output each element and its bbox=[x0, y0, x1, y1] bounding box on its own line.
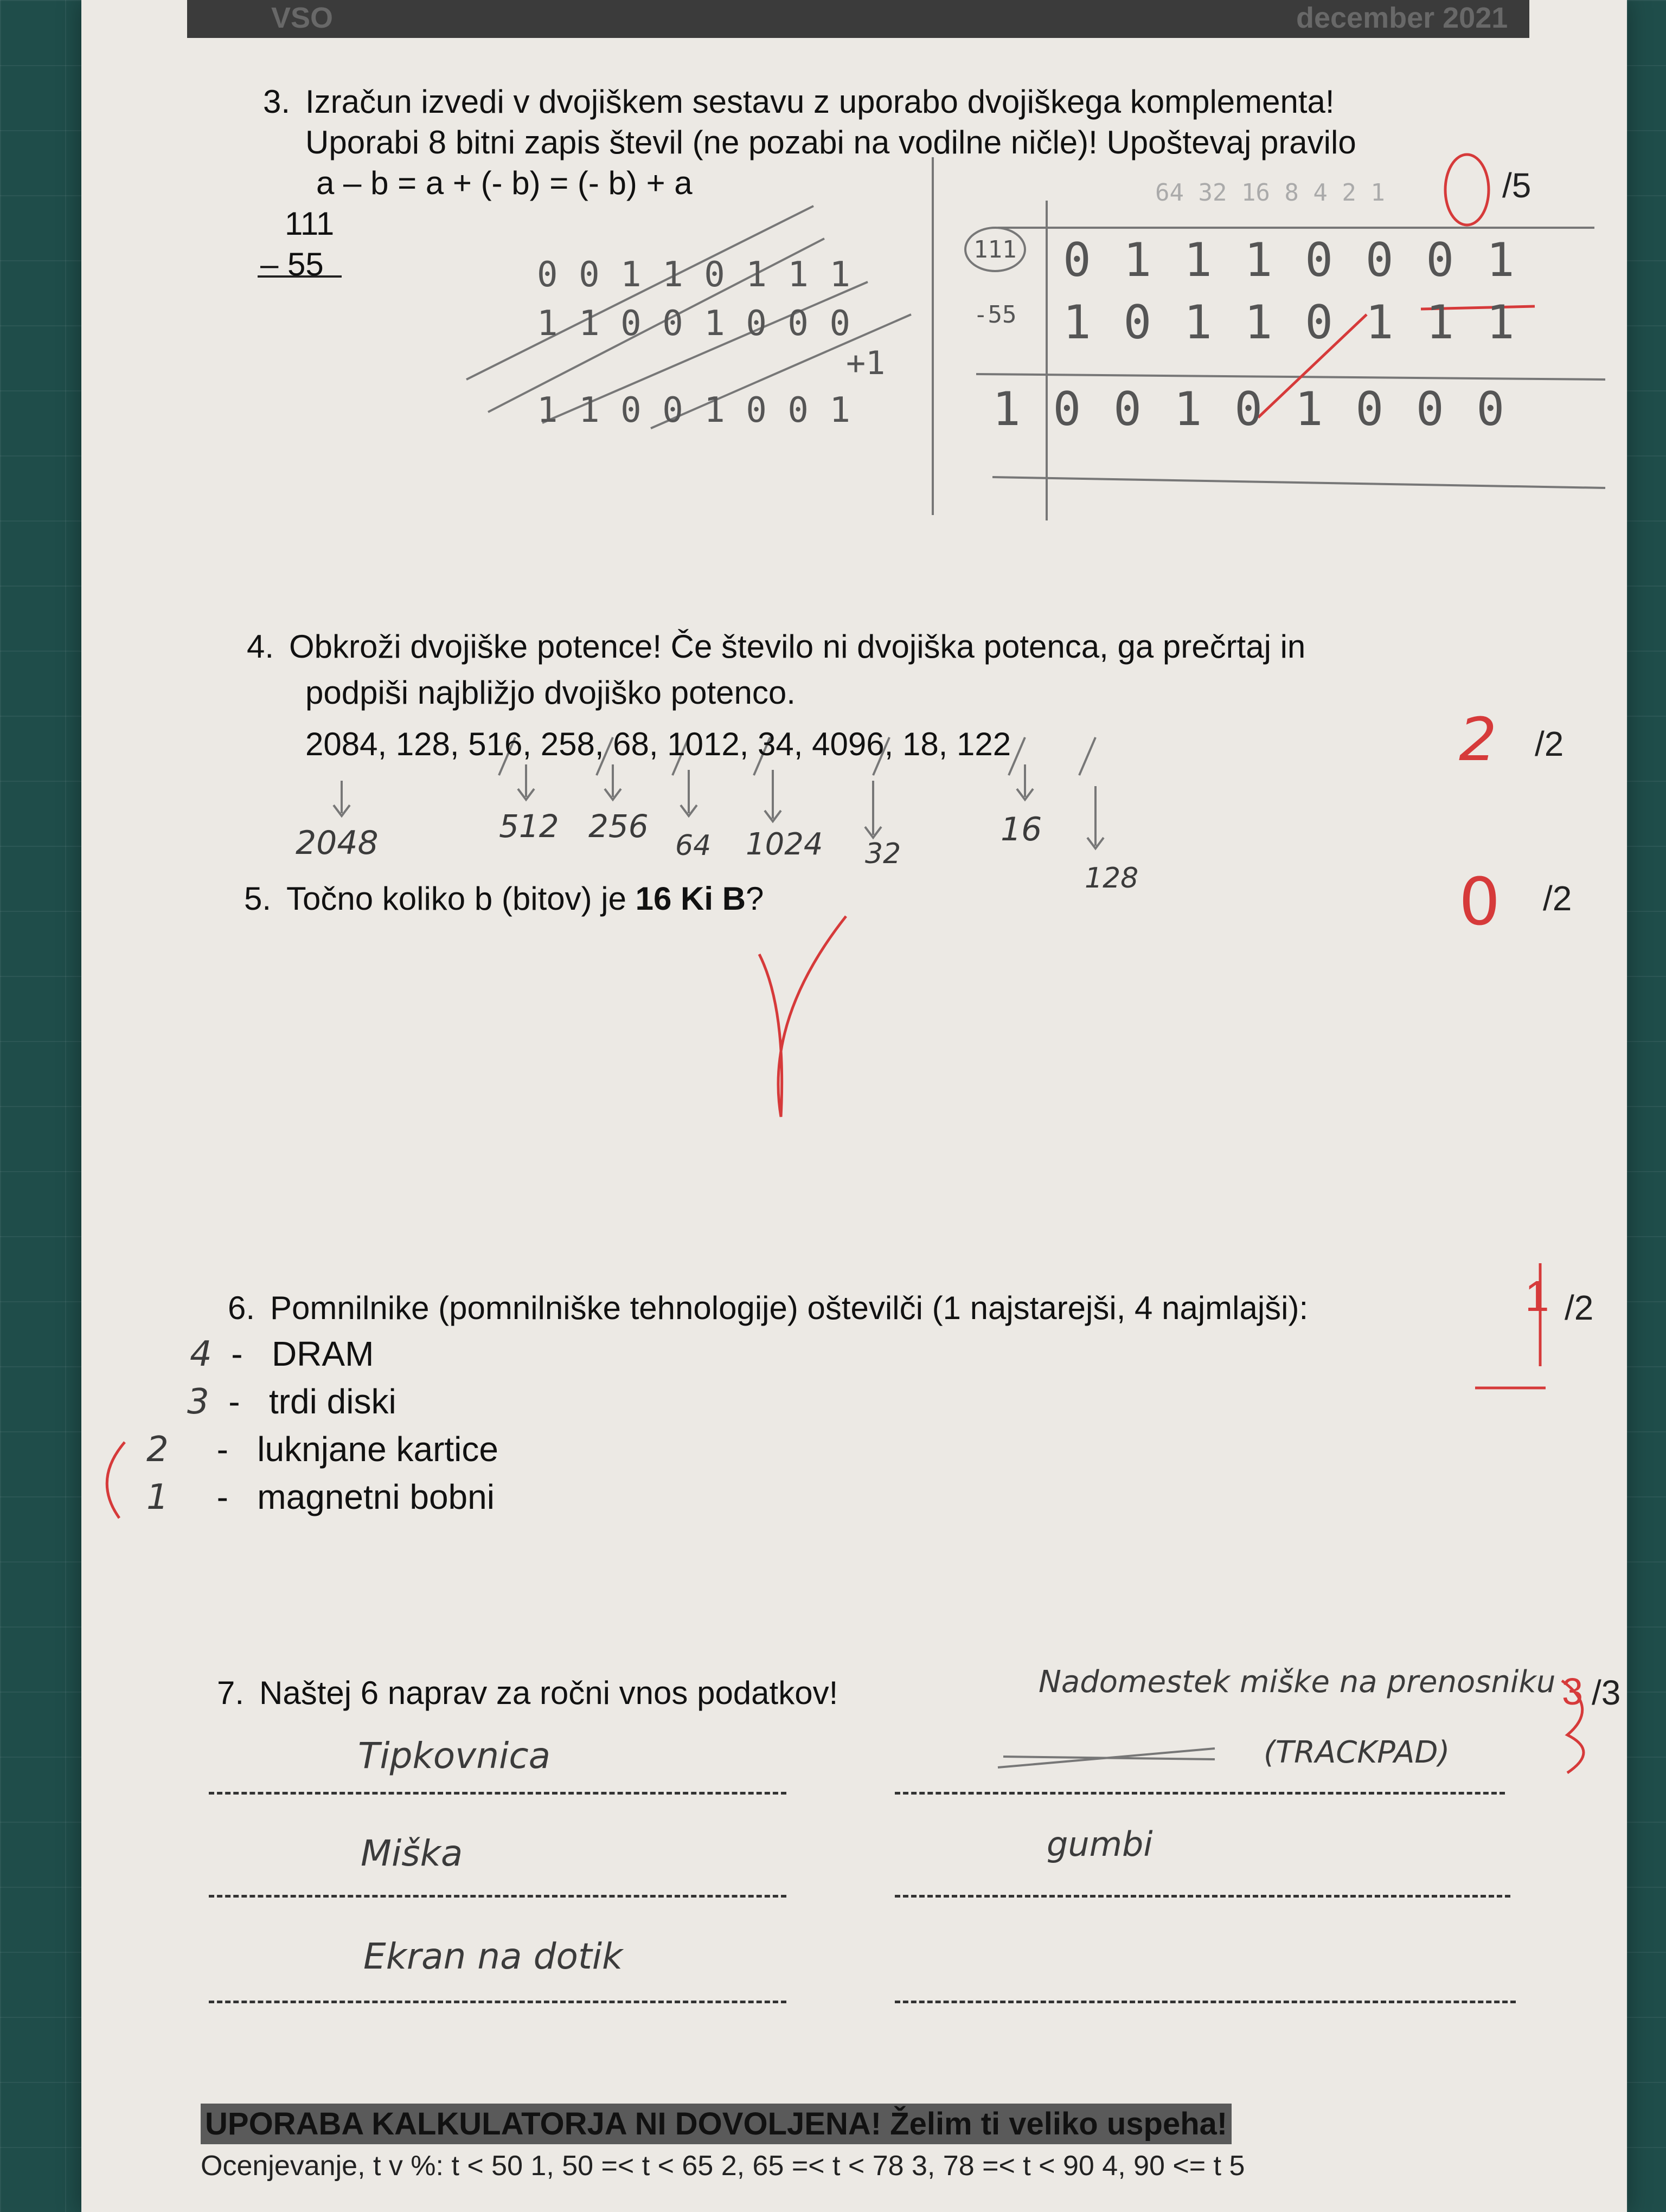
q3-label-55: -55 bbox=[973, 301, 1017, 329]
q4-line2: podpiši najbližjo dvojiško potenco. bbox=[305, 674, 796, 711]
q3-label-111: 111 bbox=[973, 236, 1017, 263]
q7-number: 7. bbox=[217, 1675, 245, 1711]
q3-max-score: /5 bbox=[1502, 166, 1532, 205]
q7-answer-1: Tipkovnica bbox=[358, 1735, 551, 1777]
q4-answer: 64 bbox=[675, 829, 712, 862]
q3-binary-b: 1 0 1 1 0 1 1 1 bbox=[1063, 295, 1517, 350]
q5-number: 5. bbox=[244, 880, 272, 917]
q4-line1: 4. Obkroži dvojiške potence! Če število ni dvojiška potenca, ga prečrtaj in bbox=[247, 623, 1305, 670]
table-hline bbox=[992, 477, 1605, 488]
q7-answer-2: (TRACKPAD) bbox=[1264, 1735, 1450, 1770]
check-mark bbox=[759, 916, 846, 1117]
q3-scratch-row3: 1 1 0 0 1 0 0 1 bbox=[537, 390, 850, 430]
answer-line bbox=[895, 1792, 1505, 1795]
score-one-q6 bbox=[107, 1442, 125, 1518]
q6-item-drums: 1 - magnetni bobni bbox=[146, 1477, 495, 1517]
answer-line bbox=[209, 1792, 786, 1795]
q3-weights: 64 32 16 8 4 2 1 bbox=[1155, 179, 1385, 207]
answer-line bbox=[209, 2001, 786, 2003]
header-date: december 2021 bbox=[1296, 2, 1508, 34]
q4-answer: 32 bbox=[865, 838, 901, 870]
q6-question: 6. Pomnilnike (pomnilniške tehnologije) oštevilči (1 najstarejši, 4 najmlajši): bbox=[228, 1285, 1308, 1332]
q3-operand-a: 111 bbox=[285, 205, 335, 242]
q4-awarded-score: 2 bbox=[1459, 705, 1497, 774]
answer-line bbox=[209, 1895, 786, 1898]
answer-line bbox=[895, 2001, 1516, 2003]
q3-line1: 3. Izračun izvedi v dvojiškem sestavu z uporabo dvojiškega komplementa! bbox=[263, 79, 1335, 125]
q7-question: 7. Naštej 6 naprav za ročni vnos podatkov! bbox=[217, 1670, 838, 1716]
q6-max-score: /2 bbox=[1565, 1288, 1594, 1327]
q7-answer-5: Ekran na dotik bbox=[363, 1935, 623, 1977]
q3-formula: a – b = a + (- b) = (- b) + a bbox=[316, 165, 693, 201]
q5-max-score: /2 bbox=[1543, 879, 1572, 918]
q4-answer: 512 bbox=[499, 808, 559, 845]
q7-max-score: /3 bbox=[1592, 1673, 1621, 1712]
calculator-notice: UPORABA KALKULATORJA NI DOVOLJENA! Želim ti veliko uspeha! bbox=[201, 2104, 1232, 2144]
q4-answer: 128 bbox=[1085, 862, 1139, 895]
q5-question: 5. Točno koliko b (bitov) je 16 Ki B? bbox=[244, 876, 764, 922]
grading-scale: Ocenjevanje, t v %: t < 50 1, 50 =< t < 65 2, 65 =< t < 78 3, 78 =< t < 90 4, 90 <= t 5 bbox=[201, 2150, 1245, 2182]
answer-line bbox=[895, 1895, 1510, 1898]
q7-answer-4: gumbi bbox=[1047, 1824, 1153, 1864]
q7-awarded-score: 3 bbox=[1562, 1670, 1583, 1713]
q4-numbers: 2084, 128, 516, 258, 68, 1012, 34, 4096, 18, 122 bbox=[305, 726, 1011, 762]
q6-item-dram: 4 - DRAM bbox=[190, 1334, 374, 1374]
q4-answer: 2048 bbox=[296, 824, 379, 862]
q4-number: 4. bbox=[247, 628, 274, 665]
q3-scratch-plus: +1 bbox=[846, 344, 886, 382]
q5-awarded-score: 0 bbox=[1459, 865, 1501, 940]
q4-answer: 16 bbox=[1001, 811, 1042, 848]
q3-operand-b: – 55 bbox=[260, 246, 324, 282]
score-zero-q3 bbox=[1445, 155, 1489, 225]
q4-max-score: /2 bbox=[1535, 724, 1564, 763]
q6-item-hdd: 3 - trdi diski bbox=[187, 1382, 396, 1422]
q3-scratch-row2: 1 1 0 0 1 0 0 0 bbox=[537, 304, 850, 344]
q3-number: 3. bbox=[263, 83, 291, 120]
q3-line2: Uporabi 8 bitni zapis števil (ne pozabi na vodilne ničle)! Upoštevaj pravilo bbox=[305, 124, 1356, 160]
q6-number: 6. bbox=[228, 1290, 255, 1326]
q4-answer: 1024 bbox=[746, 827, 823, 862]
header-left: VSO bbox=[271, 2, 334, 34]
q3-scratch-row1: 0 0 1 1 0 1 1 1 bbox=[537, 255, 850, 295]
q3-binary-result: 1 0 0 1 0 1 0 0 0 bbox=[992, 382, 1507, 436]
q7-answer-3: Miška bbox=[361, 1832, 463, 1874]
q6-item-punchcards: 2 - luknjane kartice bbox=[146, 1430, 498, 1470]
q3-binary-a: 0 1 1 1 0 0 0 1 bbox=[1063, 233, 1517, 287]
q4-answer: 256 bbox=[588, 808, 649, 845]
q7-note: Nadomestek miške na prenosniku bbox=[1039, 1664, 1556, 1700]
q6-awarded-score: 1 bbox=[1525, 1272, 1549, 1320]
table-hline bbox=[976, 374, 1605, 380]
